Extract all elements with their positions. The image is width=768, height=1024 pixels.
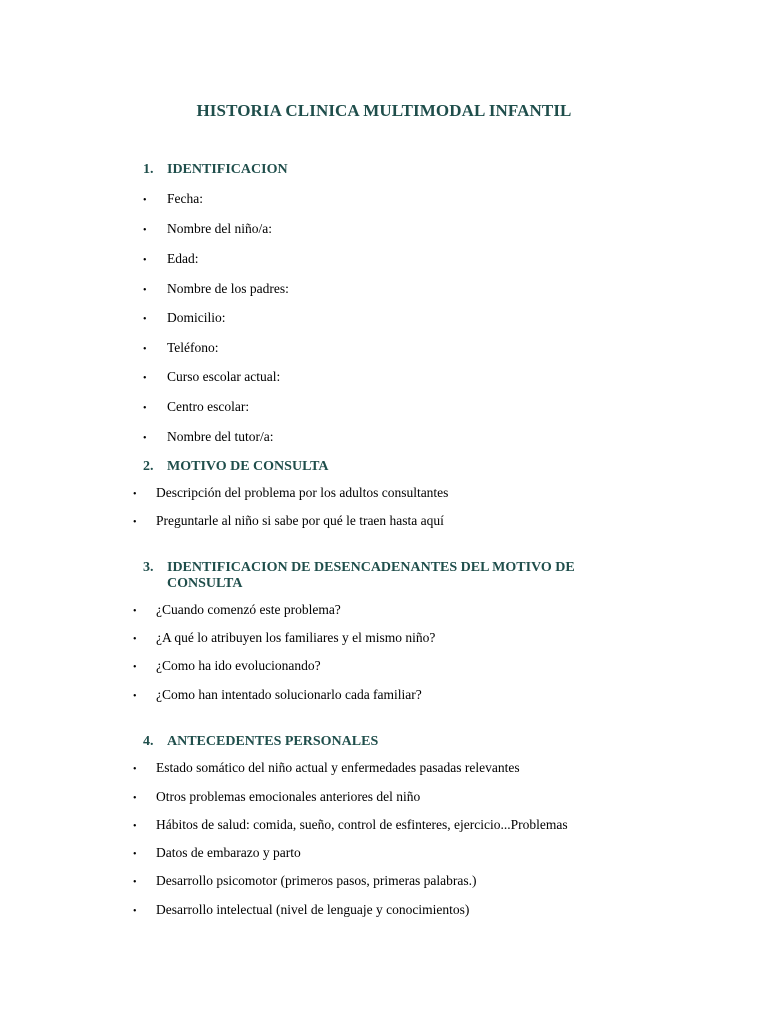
list-item-text: Domicilio: bbox=[167, 310, 226, 325]
list-item-text: Nombre del tutor/a: bbox=[167, 429, 274, 444]
list-item bbox=[133, 817, 568, 835]
list-item bbox=[133, 687, 422, 705]
bullet-icon: • bbox=[133, 877, 137, 888]
list-item bbox=[143, 340, 219, 358]
bullet-icon: • bbox=[143, 255, 147, 266]
bullet-icon: • bbox=[133, 606, 137, 617]
bullet-icon: • bbox=[133, 634, 137, 645]
list-item bbox=[143, 281, 289, 299]
section-number: 1. bbox=[143, 162, 154, 177]
bullet-icon: • bbox=[143, 403, 147, 414]
list-item-text: Curso escolar actual: bbox=[167, 369, 281, 384]
section-heading-desencadenantes bbox=[143, 560, 587, 592]
list-item bbox=[143, 369, 280, 387]
list-item-text: Otros problemas emocionales anteriores del niño bbox=[156, 789, 421, 804]
section-title: IDENTIFICACION bbox=[167, 162, 288, 177]
section-heading-identificacion bbox=[143, 162, 587, 178]
bullet-icon: • bbox=[143, 344, 147, 355]
list-item-text: ¿Como ha ido evolucionando? bbox=[156, 658, 321, 673]
bullet-icon: • bbox=[143, 285, 147, 296]
bullet-icon: • bbox=[143, 314, 147, 325]
list-item bbox=[133, 658, 321, 676]
section-title: ANTECEDENTES PERSONALES bbox=[167, 734, 379, 749]
bullet-icon: • bbox=[133, 517, 137, 528]
list-item-text: Hábitos de salud: comida, sueño, control de esfinteres, ejercicio...Problemas bbox=[156, 817, 568, 832]
bullet-icon: • bbox=[133, 691, 137, 702]
bullet-icon: • bbox=[133, 849, 137, 860]
list-item bbox=[143, 399, 249, 417]
section-title: IDENTIFICACION DE DESENCADENANTES DEL MOTIVO DE CONSULTA bbox=[167, 560, 575, 591]
document-title: HISTORIA CLINICA MULTIMODAL INFANTIL bbox=[196, 101, 572, 120]
section-number: 3. bbox=[143, 560, 154, 575]
list-item-text: Teléfono: bbox=[167, 340, 219, 355]
list-item bbox=[143, 310, 226, 328]
list-item-text: Fecha: bbox=[167, 191, 203, 206]
list-item bbox=[133, 630, 435, 648]
list-item-text: Preguntarle al niño si sabe por qué le traen hasta aquí bbox=[156, 513, 444, 528]
list-item-text: Datos de embarazo y parto bbox=[156, 845, 301, 860]
list-item bbox=[133, 845, 301, 863]
list-item bbox=[143, 191, 203, 209]
list-item bbox=[133, 789, 420, 807]
bullet-icon: • bbox=[133, 793, 137, 804]
list-item-text: Estado somático del niño actual y enfermedades pasadas relevantes bbox=[156, 760, 520, 775]
bullet-icon: • bbox=[133, 662, 137, 673]
bullet-icon: • bbox=[133, 906, 137, 917]
bullet-icon: • bbox=[143, 433, 147, 444]
list-item-text: Nombre del niño/a: bbox=[167, 221, 272, 236]
list-item-text: ¿A qué lo atribuyen los familiares y el mismo niño? bbox=[156, 630, 436, 645]
bullet-icon: • bbox=[143, 195, 147, 206]
list-item bbox=[133, 760, 520, 778]
section-heading-antecedentes-personales bbox=[143, 734, 587, 750]
section-number: 4. bbox=[143, 734, 154, 749]
list-item bbox=[133, 602, 341, 620]
list-item-text: ¿Como han intentado solucionarlo cada familiar? bbox=[156, 687, 422, 702]
list-item bbox=[143, 251, 199, 269]
list-item-text: Centro escolar: bbox=[167, 399, 250, 414]
bullet-icon: • bbox=[143, 225, 147, 236]
list-item bbox=[133, 513, 444, 531]
list-item-text: Desarrollo psicomotor (primeros pasos, primeras palabras.) bbox=[156, 873, 477, 888]
section-heading-motivo-de-consulta bbox=[143, 459, 587, 475]
list-item bbox=[133, 485, 448, 503]
list-item bbox=[133, 873, 477, 891]
list-item-text: Nombre de los padres: bbox=[167, 281, 289, 296]
list-item bbox=[143, 221, 272, 239]
bullet-icon: • bbox=[133, 764, 137, 775]
bullet-icon: • bbox=[143, 373, 147, 384]
section-number: 2. bbox=[143, 459, 154, 474]
list-item-text: Descripción del problema por los adultos consultantes bbox=[156, 485, 449, 500]
list-item bbox=[133, 902, 469, 920]
list-item-text: Desarrollo intelectual (nivel de lenguaje y conocimientos) bbox=[156, 902, 470, 917]
bullet-icon: • bbox=[133, 489, 137, 500]
list-item bbox=[143, 429, 273, 447]
list-item-text: ¿Cuando comenzó este problema? bbox=[156, 602, 341, 617]
list-item-text: Edad: bbox=[167, 251, 199, 266]
section-title: MOTIVO DE CONSULTA bbox=[167, 459, 329, 474]
bullet-icon: • bbox=[133, 821, 137, 832]
